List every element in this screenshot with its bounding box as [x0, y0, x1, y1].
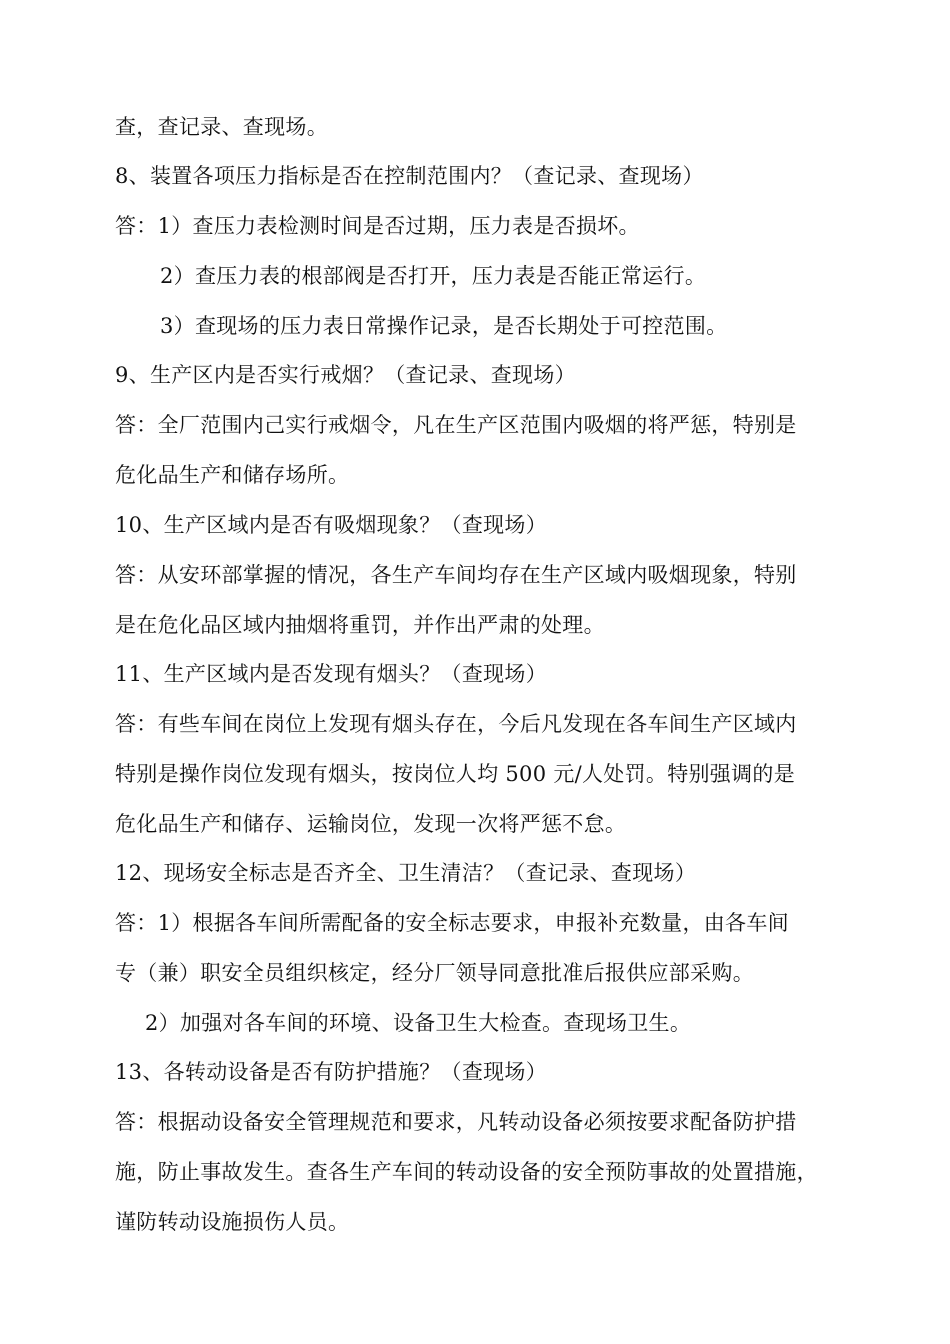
- question-11: 11、生产区域内是否发现有烟头？（查现场）: [115, 662, 548, 686]
- answer-12-line-2: 专（兼）职安全员组织核定，经分厂领导同意批准后报供应部采购。: [115, 961, 754, 985]
- answer-12-item-2: 2）加强对各车间的环境、设备卫生大检查。查现场卫生。: [145, 1011, 692, 1035]
- answer-11-line-2: 特别是操作岗位发现有烟头，按岗位人均 500 元/人处罚。特别强调的是: [115, 762, 796, 786]
- question-12: 12、现场安全标志是否齐全、卫生清洁？（查记录、查现场）: [115, 861, 697, 885]
- answer-10-line-2: 是在危化品区域内抽烟将重罚，并作出严肃的处理。: [115, 613, 605, 637]
- question-13: 13、各转动设备是否有防护措施？（查现场）: [115, 1060, 548, 1084]
- answer-11-line-3: 危化品生产和储存、运输岗位，发现一次将严惩不怠。: [115, 812, 627, 836]
- answer-8-item-2: 2）查压力表的根部阀是否打开，压力表是否能正常运行。: [160, 264, 707, 288]
- answer-13-line-1: 答：根据动设备安全管理规范和要求，凡转动设备必须按要求配备防护措: [115, 1110, 797, 1134]
- question-9: 9、生产区内是否实行戒烟？（查记录、查现场）: [115, 363, 576, 387]
- answer-9-line-2: 危化品生产和储存场所。: [115, 463, 350, 487]
- answer-8-item-3: 3）查现场的压力表日常操作记录，是否长期处于可控范围。: [160, 314, 728, 338]
- question-10: 10、生产区域内是否有吸烟现象？（查现场）: [115, 513, 548, 537]
- answer-10-line-1: 答：从安环部掌握的情况，各生产车间均存在生产区域内吸烟现象，特别: [115, 563, 797, 587]
- answer-13-line-2: 施，防止事故发生。查各生产车间的转动设备的安全预防事故的处置措施，: [115, 1160, 818, 1184]
- answer-13-line-3: 谨防转动设施损伤人员。: [115, 1210, 350, 1234]
- question-8: 8、装置各项压力指标是否在控制范围内？（查记录、查现场）: [115, 164, 704, 188]
- answer-12-line-1: 答：1）根据各车间所需配备的安全标志要求，申报补充数量，由各车间: [115, 911, 789, 935]
- answer-9-line-1: 答：全厂范围内己实行戒烟令，凡在生产区范围内吸烟的将严惩，特别是: [115, 413, 797, 437]
- answer-8-item-1: 答：1）查压力表检测时间是否过期，压力表是否损坏。: [115, 214, 640, 238]
- answer-11-line-1: 答：有些车间在岗位上发现有烟头存在，今后凡发现在各车间生产区域内: [115, 712, 797, 736]
- text-line: 查，查记录、查现场。: [115, 115, 328, 139]
